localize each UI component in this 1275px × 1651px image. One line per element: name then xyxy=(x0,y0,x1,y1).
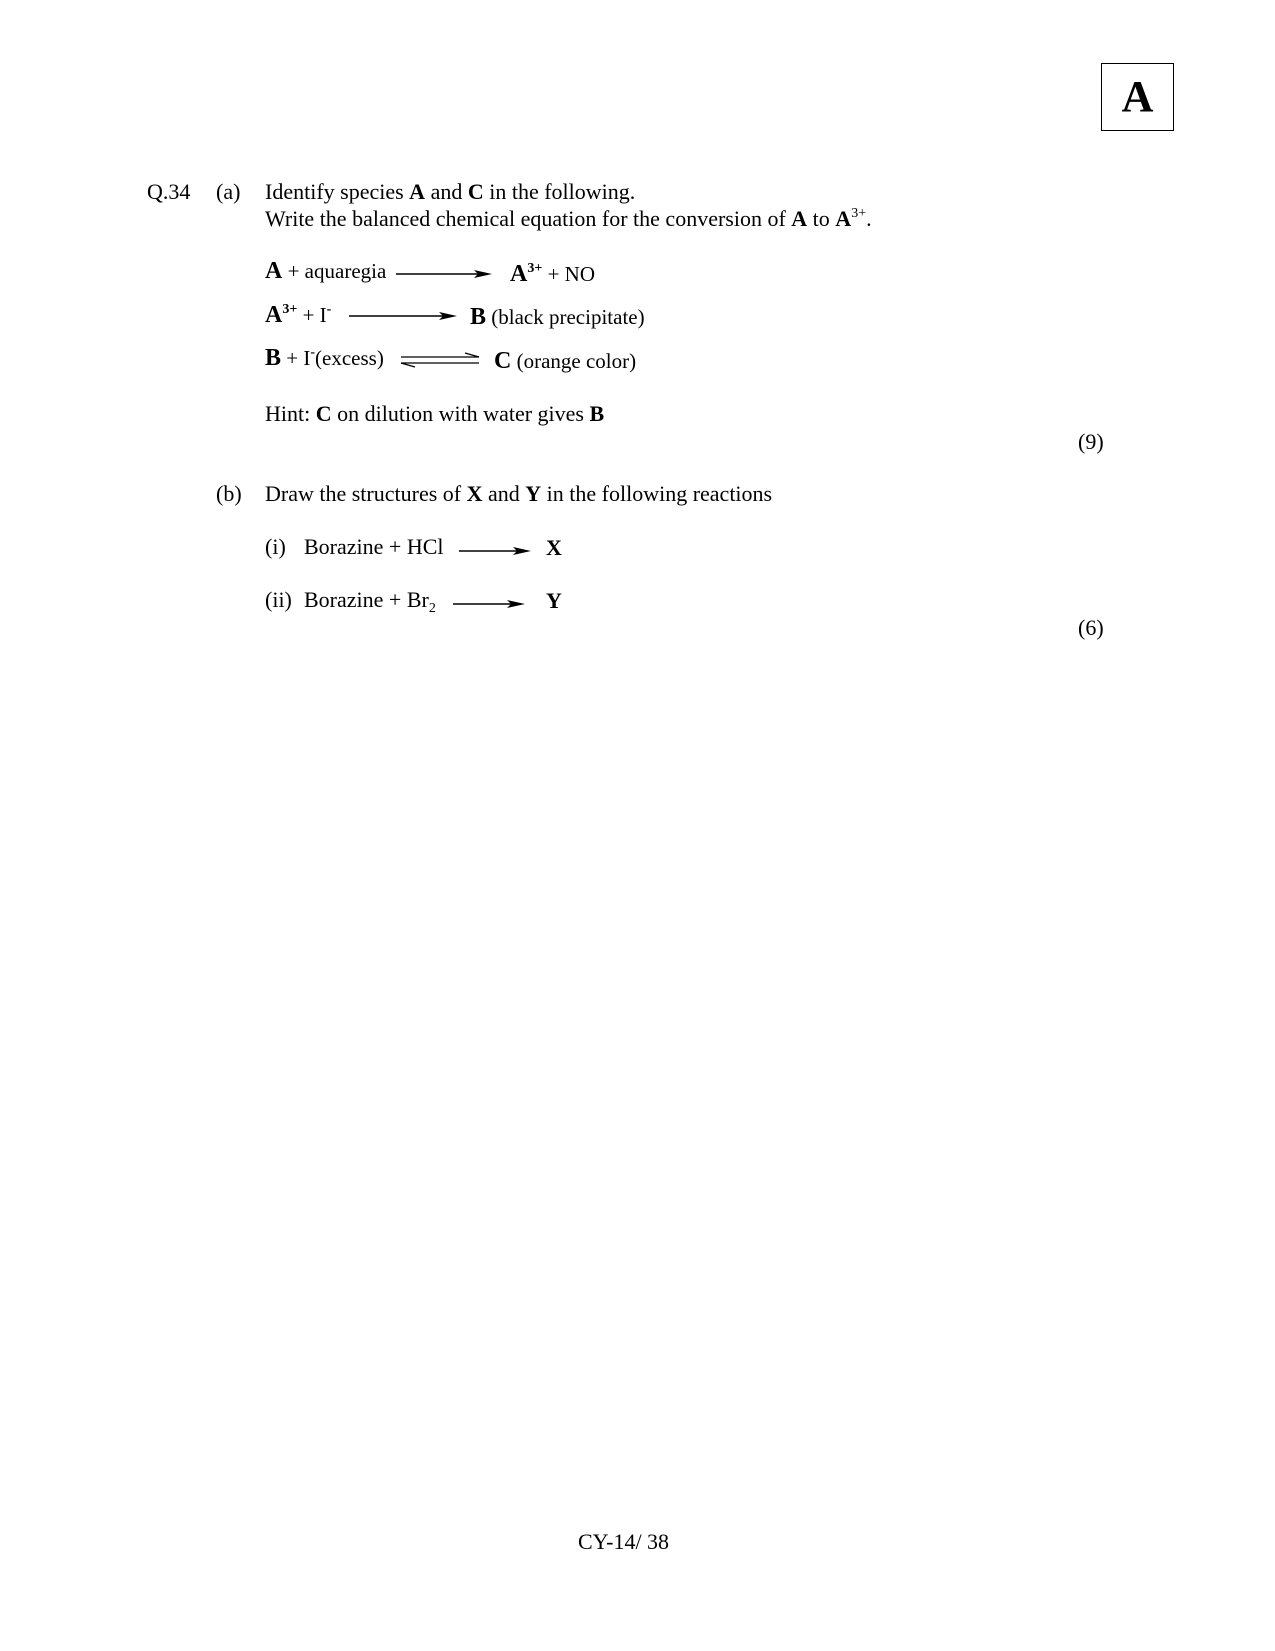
reaction-2-products: B (black precipitate) xyxy=(470,304,645,330)
part-b-item-1-product: X xyxy=(546,535,562,560)
reaction-3-equilibrium-arrow xyxy=(399,352,481,368)
reaction-3-reactants: B + I-(excess) xyxy=(265,345,384,371)
part-b-label: (b) xyxy=(216,481,242,506)
reaction-2-reactants: $A^{3+} + I^-$ xyxy=(265,302,332,328)
hint-text: Hint: C on dilution with water gives B xyxy=(265,401,605,426)
part-b-item-2-label: (ii) xyxy=(265,587,292,612)
page-footer: CY-14/ 38 xyxy=(578,1529,670,1554)
set-code-box xyxy=(1101,63,1174,131)
reaction-2-arrow xyxy=(349,310,457,322)
reaction-1-products: $A^{3+}$ + NO xyxy=(510,261,596,287)
question-number: Q.34 xyxy=(147,179,191,204)
part-a-instruction-2: Write the balanced chemical equation for the conversion of A to $A^{3+}$. xyxy=(265,206,872,231)
part-b-item-1-arrow xyxy=(459,545,531,557)
part-b-item-1-reactants: Borazine + HCl xyxy=(304,534,444,559)
part-a-instruction-1: Identify species A and C in the following. xyxy=(265,179,636,204)
part-a-marks: (9) xyxy=(1078,429,1104,454)
part-b-item-1-label: (i) xyxy=(265,534,286,559)
set-code: A xyxy=(1121,72,1154,121)
part-b-item-2-product: Y xyxy=(546,588,562,613)
reaction-3-products: C (orange color) xyxy=(494,348,637,374)
reaction-1-arrow xyxy=(396,268,492,280)
part-b-item-2-reactants: Borazine + $Br_2$ xyxy=(304,587,436,616)
part-b-marks: (6) xyxy=(1078,615,1104,640)
part-b-item-2-arrow xyxy=(453,598,525,610)
part-a-label: (a) xyxy=(216,179,241,204)
reaction-1-reactants: A + aquaregia xyxy=(265,258,387,284)
part-b-instruction: Draw the structures of X and Y in the following reactions xyxy=(265,481,773,506)
